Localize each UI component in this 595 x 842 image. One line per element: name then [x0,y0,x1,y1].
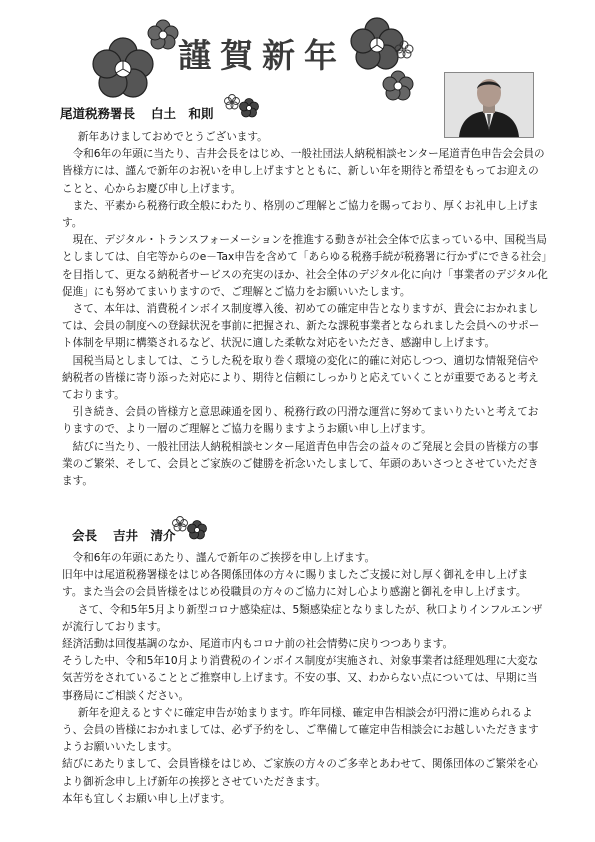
plum-blossom-icon [170,514,210,546]
author-title: 会長 [72,528,98,543]
president-greeting [62,550,548,808]
author-title: 尾道税務署長 [60,106,136,121]
plum-blossom-icon [394,40,414,60]
paragraph: 現在、デジタル・トランスフォーメーションを推進する動きが社会全体で広まっている中、国税当局としましては、自宅等からのe－Tax申告を含めて「あらゆる税務手続が税務署に行かずにできる社会」を目指して、更なる納税者サービスの充実のほか、社会全体のデジタル化に向け「事業者のデジタル化促進」にも努めてまいりますので、ご理解とご協力をお願いいたします。 [62,234,548,298]
paragraph: 結びに当たり、一般社団法人納税相談センター尾道青色申告会の益々のご発展と会員の皆様方の事業のご繁栄、そして、会員とご家族のご健勝を祈念いたしまして、年頭のあいさつとさせていただきます。 [62,440,539,488]
paragraph: 結びにあたりまして、会員皆様をはじめ、ご家族の方々のご多幸とあわせて、関係団体のご繁栄を心より御祈念申し上げ新年の挨拶とさせていただきます。 [62,758,538,788]
paragraph: 令和6年の年頭に当たり、吉井会長をはじめ、一般社団法人納税相談センター尾道青色申告会会員の皆様方には、謹んで新年のお祝いを申し上げますとともに、新しい年を期待と希望をもってお迎えのことと、心からお慶び申し上げます。 [62,148,545,195]
tax-office-greeting [62,129,548,490]
banner-title: 謹賀新年 [178,36,346,75]
paragraph: そうした中、令和5年10月より消費税のインボイス制度が実施され、対象事業者は経理処理に大変な気苦労をされていることとご推察申し上げます。不安の事、又、わからない点については、早期に当事務局にご相談ください。 [62,655,539,702]
paragraph: 旧年中は尾道税務署様をはじめ各関係団体の方々に賜りましたご支援に対し厚く御礼を申し上げます。また当会の会員皆様をはじめ役職員の方々のご協力に対し心より感謝と御礼を申し上げます。 [62,569,529,599]
paragraph: 本年も宜しくお願い申し上げます。 [62,792,231,805]
plum-blossom-icon [146,18,180,52]
paragraph: 経済活動は回復基調のなか、尾道市内もコロナ前の社会情勢に戻りつつあります。 [62,638,454,651]
plum-blossom-icon [380,68,416,104]
section-heading-tax-office [60,104,214,122]
paragraph: さて、令和5年5月より新型コロナ感染症は、5類感染症となりましたが、秋口よりインフルエンザが流行しております。 [62,603,543,633]
author-name: 吉井 清介 [113,528,176,543]
paragraph: さて、本年は、消費税インボイス制度導入後、初めての確定申告となりますが、貴会におかれましては、会員の制度への登録状況を事前に把握され、新たな課税事業者となられました会員へのサポート体制を早期に構築されるなど、状況に適した柔軟な対応をいただき、感謝申し上げます。 [62,303,540,350]
paragraph: 令和6年の年頭にあたり、謹んで新年のご挨拶を申し上げます。 [72,552,376,564]
paragraph: 引き続き、会員の皆様方と意思疎通を図り、税務行政の円滑な運営に努めてまいりたいと考えておりますので、より一層のご理解とご協力を賜りますようお願い申し上げます。 [62,406,539,436]
paragraph: 新年あけましておめでとうございます。 [77,131,268,143]
author-name: 白土 和則 [151,106,214,121]
paragraph: また、平素から税務行政全般にわたり、格別のご理解とご協力を賜っており、厚くお礼申し上げます。 [62,199,539,230]
paragraph: 国税当局としましては、こうした税を取り巻く環境の変化に的確に対応しつつ、適切な情報発信や納税者の皆様に寄り添った対応により、期待と信頼にしっかりと応えていくことが重要であると考えております。 [62,354,539,402]
section-heading-president [72,526,176,544]
paragraph: 新年を迎えるとすぐに確定申告が始まります。昨年同様、確定申告相談会が円滑に進められるよう、会員の皆様におかれましては、必ず予約をし、ご準備して確定申告相談会にお越しいただきますようお願いいたします。 [62,706,539,754]
plum-blossom-icon [222,92,262,124]
